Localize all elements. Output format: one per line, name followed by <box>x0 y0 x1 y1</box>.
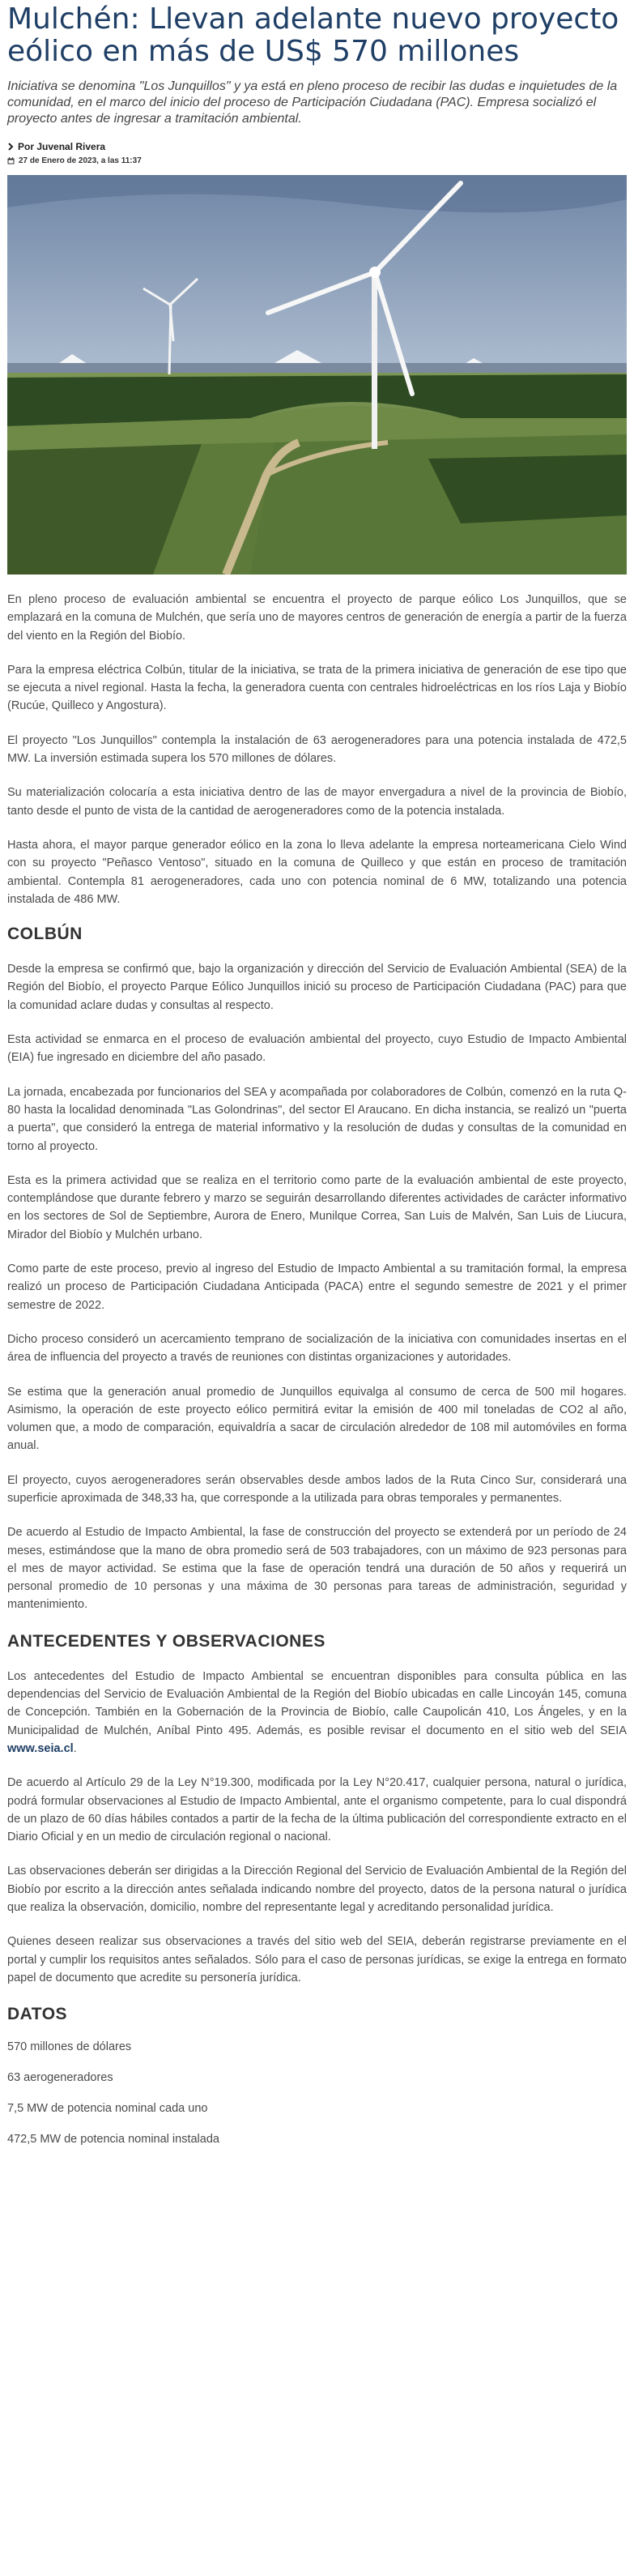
paragraph <box>7 1668 627 1758</box>
paragraph: De acuerdo al Artículo 29 de la Ley N°19.300, modificada por la Ley N°20.417, cualquier persona, natural o jurídica, podrá formular observaciones al Estudio de Impacto Ambiental, ante el organismo competente, para lo cual dispondrá de un plazo de 60 días hábiles contados a partir de la fecha de la última publicación del correspondiente extracto en el Diario Oficial y en un medio de circulación regional o nacional. <box>7 1776 627 1844</box>
paragraph: Quienes deseen realizar sus observaciones a través del sitio web del SEIA, deberán registrarse previamente en el portal y cumplir los requisitos antes señalados. Sólo para el caso de personas jurídicas, se exige la entrega en formato papel de documento que acredite su personería jurídica. <box>7 1935 627 1984</box>
paragraph: Dicho proceso consideró un acercamiento temprano de socialización de la iniciativa con comunidades insertas en el área de influencia del proyecto a través de reuniones con distintas organizaciones y autoridades. <box>7 1332 627 1365</box>
datos-list <box>7 2039 627 2147</box>
paragraph: Para la empresa eléctrica Colbún, titular de la iniciativa, se trata de la primera iniciativa de generación de ese tipo que se ejecuta a nivel regional. Hasta la fecha, la generadora cuenta con centrales hidroeléctricas en los ríos Laja y Biobío (Rucúe, Quilleco y Angostura). <box>7 663 627 713</box>
author-link[interactable]: Por Juvenal Rivera <box>18 141 106 152</box>
data-item: 7,5 MW de potencia nominal cada uno <box>7 2102 208 2116</box>
paragraph: Como parte de este proceso, previo al ingreso del Estudio de Impacto Ambiental a su tramitación formal, la empresa realizó un proceso de Participación Ciudadana Anticipada (PACA) entre el segundo semestre de 2021 y el primer semestre de 2022. <box>7 1262 627 1312</box>
paragraph: El proyecto "Los Junquillos" contempla la instalación de 63 aerogeneradores para una potencia instalada de 472,5 MW. La inversión estimada supera los 570 millones de dólares. <box>7 733 627 766</box>
paragraph: En pleno proceso de evaluación ambiental se encuentra el proyecto de parque eólico Los Junquillos, que se emplazará en la comuna de Mulchén, que sería uno de mayores centros de generación de energía a partir de la fuerza del viento en la Región del Biobío. <box>7 593 627 643</box>
calendar-icon <box>7 157 15 164</box>
hero-image <box>7 175 627 575</box>
section-heading-antecedentes: ANTECEDENTES Y OBSERVACIONES <box>7 1631 326 1651</box>
paragraph: Las observaciones deberán ser dirigidas a la Dirección Regional del Servicio de Evaluación Ambiental de la Región del Biobío por escrito a la dirección antes señalada indicando nombre del proyecto, datos de la persona natural o jurídica que realiza la observación, domicilio, nombre del representante legal y acreditando personalidad jurídica. <box>7 1865 627 1915</box>
publish-date <box>7 156 627 165</box>
chevron-right-icon <box>7 143 14 151</box>
colbun-paragraphs <box>7 960 627 1614</box>
paragraph: Hasta ahora, el mayor parque generador eólico en la zona lo lleva adelante la empresa norteamericana Cielo Wind con su proyecto "Peñasco Ventoso", situado en la comuna de Quilleco y que están en proceso de tramitación ambiental. Contempla 81 aerogeneradores, cada uno con potencia nominal de 6 MW, totalizando una potencia instalada de 486 MW. <box>7 838 627 906</box>
paragraph: Esta es la primera actividad que se realiza en el territorio como parte de la evaluación ambiental de este proyecto, contemplándose que durante febrero y marzo se seguirán desarrollando diferentes actividades de carácter informativo en los sectores de Sol de Septiembre, Aurora de Enero, Munilque Correa, San Luis de Malvén, San Luis de Liucura, Mirador del Biobío y Mulchén urbano. <box>7 1173 627 1241</box>
paragraph-end: . <box>73 1741 77 1755</box>
section-heading-colbun: COLBÚN <box>7 925 83 944</box>
paragraph: El proyecto, cuyos aerogeneradores serán observables desde ambos lados de la Ruta Cinco Sur, considerará una superficie aproximada de 348,33 ha, que corresponde a la utilizada para obras temporales y permanentes. <box>7 1473 627 1505</box>
data-item: 63 aerogeneradores <box>7 2071 113 2085</box>
article-lede: Iniciativa se denomina "Los Junquillos" y ya está en pleno proceso de recibir las dudas e inquietudes de la comunidad, en el marco del inicio del proceso de Participación Ciudadana (PAC). Empresa socializó el proyecto antes de ingresar a tramitación ambiental. <box>7 79 618 126</box>
paragraph-text: Los antecedentes del Estudio de Impacto Ambiental se encuentran disponibles para consulta pública en las dependencias del Servicio de Evaluación Ambiental de la Región del Biobío ubicadas en calle Lincoyán 145, comuna de Concepción. También en la Gobernación de la Provincia de Biobío, calle Caupolicán 410, Los Ángeles, y en la Municipalidad de Mulchén, Aníbal Pinto 495. Además, es posible revisar el documento en el sitio web del SEIA <box>7 1669 627 1737</box>
paragraph: Se estima que la generación anual promedio de Junquillos equivalga al consumo de cerca de 500 mil hogares. Asimismo, la operación de este proyecto eólico permitirá evitar la emisión de 400 mil toneladas de CO2 al año, volumen que, a modo de comparación, equivaldría a sacar de circulación alrededor de 108 mil automóviles en forma anual. <box>7 1385 627 1453</box>
paragraph: Desde la empresa se confirmó que, bajo la organización y dirección del Servicio de Evaluación Ambiental (SEA) de la Región del Biobío, el proyecto Parque Eólico Junquillos inició su proceso de Participación Ciudadana (PAC) para que la comunidad aclare dudas y consultas al respecto. <box>7 963 627 1012</box>
seia-link[interactable]: www.seia.cl <box>7 1741 74 1755</box>
data-item: 570 millones de dólares <box>7 2040 132 2054</box>
paragraph: De acuerdo al Estudio de Impacto Ambiental, la fase de construcción del proyecto se extenderá por un período de 24 meses, estimándose que la mano de obra promedio será de 503 trabajadores, con un máximo de 923 personas para el mes de mayor actividad. Se estima que la fase de operación tendrá una duración de 50 años y requerirá un personal promedio de 10 personas y una máxima de 30 personas para tareas de administración, seguridad y mantenimiento. <box>7 1526 627 1612</box>
article-title: Mulchén: Llevan adelante nuevo proyecto eólico en más de US$ 570 millones <box>7 2 619 68</box>
intro-paragraphs <box>7 591 627 908</box>
publish-date-text: 27 de Enero de 2023, a las 11:37 <box>19 156 142 165</box>
antecedentes-paragraphs <box>7 1668 627 1987</box>
section-heading-datos: DATOS <box>7 2005 68 2024</box>
paragraph: Esta actividad se enmarca en el proceso de evaluación ambiental del proyecto, cuyo Estudio de Impacto Ambiental (EIA) fue ingresado en diciembre del año pasado. <box>7 1033 627 1065</box>
data-item: 472,5 MW de potencia nominal instalada <box>7 2133 219 2147</box>
paragraph: La jornada, encabezada por funcionarios del SEA y acompañada por colaboradores de Colbún, comenzó en la ruta Q-80 hasta la localidad denominada "Las Golondrinas", del sector El Araucano. En dicha instancia, se realizó un "puerta a puerta", que consideró la entrega de material informativo y la resolución de dudas y consultas de la comunidad en torno al proyecto. <box>7 1085 627 1153</box>
paragraph: Su materialización colocaría a esta iniciativa dentro de las de mayor envergadura a nivel de la provincia de Biobío, tanto desde el punto de vista de la cantidad de aerogeneradores como de la potencia instalada. <box>7 786 627 818</box>
byline <box>7 141 627 152</box>
